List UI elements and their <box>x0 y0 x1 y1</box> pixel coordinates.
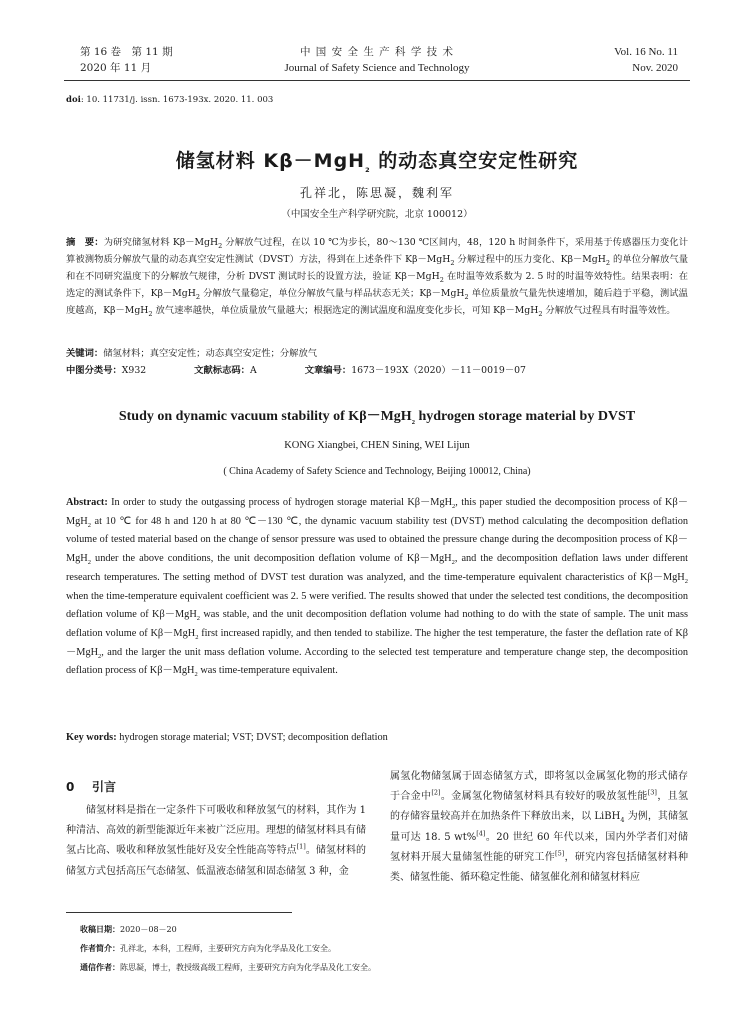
volume-issue-text: 第 16 卷 第 11 期 <box>80 46 173 58</box>
abstract-en <box>66 494 688 681</box>
citation-ref: [2] <box>431 788 441 797</box>
abstract-zh-text: 分解放气量稳定，单位分解放气量与样品状态无关；Kβ－MgH <box>200 288 465 299</box>
issue-date-zh: 2020 年 11 月 <box>80 62 152 74</box>
subscript: 2 <box>196 615 201 623</box>
subscript: 2 <box>538 309 543 318</box>
body-text: ，且氢的存储容量较高并在加热条件下释放出来，以 LiBH <box>390 791 689 823</box>
received-label: 收稿日期： <box>80 925 120 934</box>
abstract-zh-text: 的单位分解放气量和在不同研究温度下的分解放气规律，分析 DVST 测试时长的设置方法，验证 Kβ－MgH <box>66 254 688 282</box>
body-text: ，研究内容包括储氢材料种类、储氢性能、循环稳定性能、储氢催化剂和储氢材料应 <box>390 851 689 884</box>
affiliation-en: ( China Academy of Safety Science and Technology, Beijing 100012, China) <box>223 466 531 477</box>
subscript: 2 <box>464 292 469 301</box>
abstract-en-text: was time-temperature equivalent. <box>197 665 338 677</box>
subscript: 2 <box>87 559 91 567</box>
clc-label: 中图分类号： <box>66 365 122 376</box>
doc-code-value: A <box>249 365 257 376</box>
body-text: 属氢化物储氢属于固态储氢方式，即将氢以金属氢化物的形式储存于合金中 <box>390 771 688 803</box>
abstract-en-text: when the time-temperature equivalent coefficient was 2. 5 were verified. The results showed that under the selected test conditions, the decomposition deflation volume of Kβ－MgH <box>66 590 688 621</box>
subscript: 2 <box>195 292 200 301</box>
footnote-corresponding <box>80 962 376 974</box>
title-zh-part2: 的动态真空安定性研究 <box>370 150 579 172</box>
keywords-zh <box>66 345 317 359</box>
abstract-en-text: under the above conditions, the unit decomposition deflation volume of Kβ－MgH <box>91 553 452 565</box>
footnote-rule <box>66 912 292 913</box>
footnote-author <box>80 943 336 955</box>
abstract-en-text: was stable, and the unit decomposition deflation volume had nothing to do with the state of sample. The unit mass deflation volume of Kβ－MgH <box>66 609 689 639</box>
journal-volume-en <box>614 44 678 76</box>
abstract-en-text: , this paper studied the decomposition process of Kβ－MgH <box>66 497 689 527</box>
keywords-en-label: Key words: <box>66 732 117 743</box>
title-en-part2: hydrogen storage material by DVST <box>414 409 636 424</box>
keywords-zh-value: 储氢材料；真空安定性；动态真空安定性；分解放气 <box>103 348 318 359</box>
abstract-en-text: In order to study the outgassing process of hydrogen storage material Kβ－MgH <box>107 497 453 508</box>
title-zh-part1: 储氢材料 Kβ－MgH <box>175 150 366 172</box>
subscript: 4 <box>620 816 625 825</box>
subscript: 2 <box>684 577 688 585</box>
authors-zh: 孔祥北，陈思凝，魏利军 <box>299 186 454 200</box>
abstract-en-text: , and the decomposition deflation laws under different research temperatures. The setting method of DVST test duration was analyzed, and the time-temperature equivalent characteristics of Kβ－MgH <box>66 553 688 583</box>
paper-title-zh <box>0 146 754 173</box>
subscript: 2 <box>194 671 198 679</box>
journal-name-zh: 中 国 安 全 生 产 科 学 技 术 <box>299 46 455 58</box>
corresponding-label: 通信作者： <box>80 963 120 972</box>
affiliation-zh: （中国安全生产科学研究院，北京 100012） <box>281 209 473 220</box>
doi-label: doi <box>66 95 81 105</box>
abstract-en-text: first increased rapidly, and then tended to stabilize. The higher the test temperature, the faster the deflation rate of Kβ－MgH <box>66 627 688 658</box>
author-bio-label: 作者简介： <box>80 944 120 953</box>
article-no-label: 文章编号： <box>304 365 352 376</box>
subscript: 2 <box>450 258 455 267</box>
abstract-zh-text: 放气速率越快，单位质量放气量越大；根据选定的测试温度和温度变化步长，可知 Kβ－MgH <box>152 305 539 316</box>
doi-value: : 10. 11731/j. issn. 1673-193x. 2020. 11. 003 <box>80 95 274 105</box>
doi-line <box>66 95 273 105</box>
title-en-part1: Study on dynamic vacuum stability of Kβ－MgH <box>118 409 412 424</box>
keywords-en <box>66 732 388 743</box>
received-value: 2020－08－20 <box>120 925 177 934</box>
body-text: 为例，其储氢量可达 18. 5 wt% <box>390 811 688 843</box>
section-number: 0 <box>66 780 75 794</box>
corresponding-value: 陈思凝，博士，教授级高级工程师，主要研究方向为化学品及化工安全。 <box>120 963 376 972</box>
subscript: 2 <box>605 258 611 267</box>
body-column-left <box>66 801 366 882</box>
subscript: 2 <box>218 241 223 250</box>
citation-ref: [4] <box>476 829 486 838</box>
keywords-zh-label: 关键词： <box>66 348 104 359</box>
body-text: 储氢材料是指在一定条件下可吸收和释放氢气的材料，其作为 1 种清洁、高效的新型能源近年来被广泛应用。理想的储氢材料具有储氢占比高、吸收和释放氢性能好及安全性能高等特点 <box>66 805 366 857</box>
citation-ref: [3] <box>647 788 657 797</box>
subscript: 2 <box>439 275 444 284</box>
abstract-zh-text: 分解放气过程具有时温等效性。 <box>542 305 676 316</box>
subscript: 2 <box>195 633 199 641</box>
abstract-en-text: , and the larger the unit mass deflation volume. According to the selected test temperature and temperature change step, the decomposition deflation process of Kβ－MgH <box>66 646 688 677</box>
title-zh-subscript: 2 <box>365 165 371 174</box>
body-column-right <box>390 767 688 888</box>
abstract-zh-text: 在时温等效系数为 2. 5 时的时温等效特性。结果表明：在选定的测试条件下，Kβ－MgH <box>66 271 688 299</box>
body-text: 。金属氢化物储氢材料具有较好的吸放氢性能 <box>440 791 648 803</box>
header-rule <box>64 80 690 81</box>
doc-code-label: 文献标志码： <box>194 365 250 376</box>
subscript: 2 <box>87 521 91 529</box>
subscript: 2 <box>452 503 456 511</box>
abstract-zh <box>66 234 688 319</box>
subscript: 2 <box>451 559 455 567</box>
abstract-zh-text: 为研究储氢材料 Kβ－MgH <box>103 237 219 248</box>
subscript: 2 <box>98 652 102 660</box>
volume-no-en: Vol. 16 No. 11 <box>614 46 678 58</box>
classification-zh <box>66 362 526 376</box>
subscript: 2 <box>148 309 153 318</box>
clc-value: X932 <box>121 365 147 376</box>
footnote-received <box>80 924 177 936</box>
abstract-zh-text: 分解放气过程，在以 10 ℃为步长，80～130 ℃区间内，48，120 h 时间条件下，采用基于传感器压力变化计算被测物质分解放气量的动态真空安定性测试（DVST）方法，得到在上述条件下 Kβ－MgH <box>66 237 688 265</box>
journal-name-en: Journal of Safety Science and Technology <box>284 62 470 74</box>
keywords-en-value: hydrogen storage material; VST; DVST; decomposition deflation <box>116 732 388 743</box>
citation-ref: [5] <box>555 849 565 858</box>
abstract-en-label: Abstract: <box>66 497 108 508</box>
abstract-zh-text: 单位质量放气量先快速增加，随后趋于平稳，测试温度越高，Kβ－MgH <box>66 288 688 316</box>
section-heading <box>66 778 116 795</box>
issue-date-en: Nov. 2020 <box>632 62 678 74</box>
author-bio-value: 孔祥北，本科，工程师，主要研究方向为化学品及化工安全。 <box>120 944 336 953</box>
citation-ref: [1] <box>296 843 306 852</box>
body-text: 。20 世纪 60 年代以来，国内外学者们对储氢材料开展大量储氢性能的研究工作 <box>390 831 688 863</box>
article-no-value: 1673－193X（2020）－11－0019－07 <box>351 365 526 376</box>
abstract-zh-text: 分解过程中的压力变化、Kβ－MgH <box>454 254 606 265</box>
abstract-en-text: at 10 ℃ for 48 h and 120 h at 80 ℃－130 ℃, the dynamic vacuum stability test (DVST) method calculating the decomposition deflation volume of tested material based on the change of sensor pressure was used to obtained the pressure change during the decomposition process of Kβ－MgH <box>66 515 688 565</box>
abstract-zh-label: 摘 要： <box>66 237 104 248</box>
section-title: 引言 <box>92 780 117 794</box>
authors-en: KONG Xiangbei, CHEN Sining, WEI Lijun <box>284 440 470 451</box>
body-text: 。储氢材料的储氢方式包括高压气态储氢、低温液态储氢和固态储氢 3 种，金 <box>66 845 367 877</box>
paper-title-en <box>0 405 754 425</box>
title-en-subscript: 2 <box>411 418 415 426</box>
